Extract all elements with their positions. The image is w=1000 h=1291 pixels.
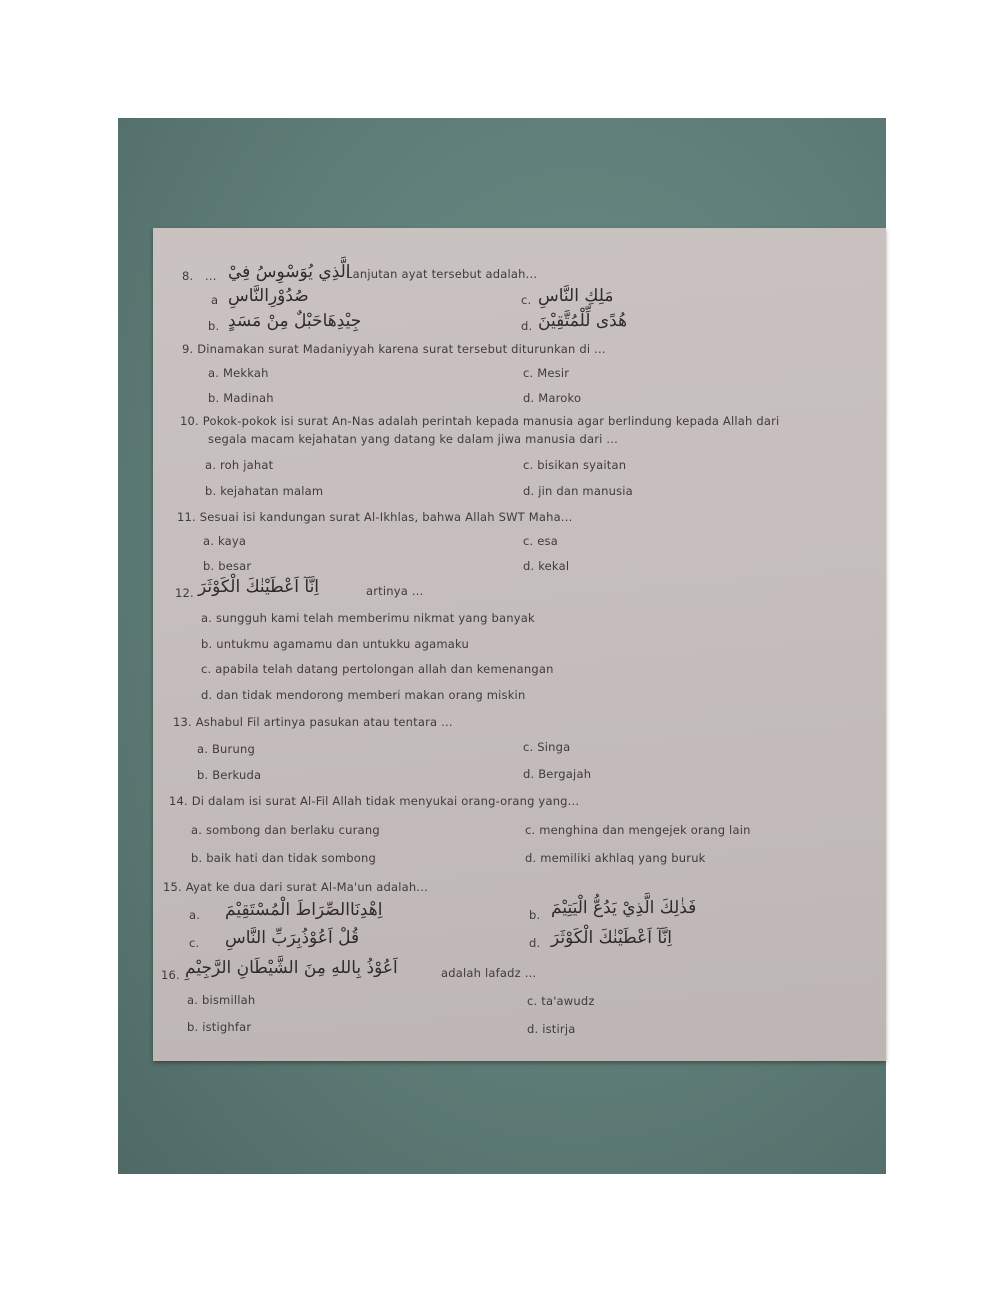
q12-option-b: b. untukmu agamamu dan untukku agamaku xyxy=(201,637,469,651)
q10-option-d: d. jin dan manusia xyxy=(523,484,633,498)
q8-option-c-label: c. xyxy=(521,293,532,307)
q15-option-c-label: c. xyxy=(189,936,200,950)
q8-option-b: جِيْدِهَاحَبْلٌ مِنْ مَسَدٍ xyxy=(228,311,362,331)
q14-option-b: b. baik hati dan tidak sombong xyxy=(191,851,376,865)
q16-arabic: اَعُوْذُ بِاللهِ مِنَ الشَّيْطَانِ الرَّجِيْمِ xyxy=(185,958,398,978)
q8-option-b-label: b. xyxy=(208,319,220,333)
q13-option-d: d. Bergajah xyxy=(523,767,592,781)
q11-option-d: d. kekal xyxy=(523,559,570,573)
q12-arabic: اِنَّآ اَعْطَيْنٰكَ الْكَوْثَرَ xyxy=(198,577,320,597)
q8-option-d-label: d. xyxy=(521,319,533,333)
q13-option-b: b. Berkuda xyxy=(197,768,262,782)
q15-text: 15. Ayat ke dua dari surat Al-Ma'un adalah... xyxy=(163,880,428,894)
q12-number: 12. xyxy=(175,586,194,600)
q12-text: artinya ... xyxy=(366,584,424,598)
q14-option-d: d. memiliki akhlaq yang buruk xyxy=(525,851,706,865)
q16-text: adalah lafadz ... xyxy=(441,966,537,980)
q8-arabic: الَّذِي يُوَسْوِسُ فِيْ xyxy=(228,262,351,282)
q9-option-d: d. Maroko xyxy=(523,391,582,405)
q8-text: Lanjutan ayat tersebut adalah... xyxy=(346,267,538,281)
q15-option-d: اِنَّآ اَعْطَيْنٰكَ الْكَوْثَرَ xyxy=(551,928,673,948)
q15-option-b-label: b. xyxy=(529,908,541,922)
q16-option-a: a. bismillah xyxy=(187,993,256,1007)
q16-option-c: c. ta'awudz xyxy=(527,994,595,1008)
q8-option-d: هُدًى لِّلْمُتَّقِيْنَ xyxy=(538,311,628,331)
q8-option-c: مَلِكِ النَّاسِ xyxy=(538,286,614,306)
q8-number: 8. xyxy=(182,269,194,283)
q14-option-a: a. sombong dan berlaku curang xyxy=(191,823,380,837)
q13-option-c: c. Singa xyxy=(523,740,571,754)
q11-option-b: b. besar xyxy=(203,559,252,573)
q15-option-b: فَذٰلِكَ الَّذِيْ يَدُعُّ الْيَتِيْمَ xyxy=(551,898,697,918)
q16-option-b: b. istighfar xyxy=(187,1020,252,1034)
exam-sheet xyxy=(153,228,886,1061)
q15-option-a-label: a. xyxy=(189,908,201,922)
q9-option-c: c. Mesir xyxy=(523,366,570,380)
q13-text: 13. Ashabul Fil artinya pasukan atau tentara ... xyxy=(173,715,453,729)
q10-text-line-1: 10. Pokok-pokok isi surat An-Nas adalah perintah kepada manusia agar berlindung kepada Allah dari xyxy=(180,414,780,428)
q14-text: 14. Di dalam isi surat Al-Fil Allah tidak menyukai orang-orang yang... xyxy=(169,794,580,808)
q10-text-line-2: segala macam kejahatan yang datang ke dalam jiwa manusia dari ... xyxy=(208,432,618,446)
q15-option-a: اِهْدِنَاالصِّرَاطَ الْمُسْتَقِيْمَ xyxy=(225,900,383,920)
q9-option-a: a. Mekkah xyxy=(208,366,269,380)
q16-option-d: d. istirja xyxy=(527,1022,576,1036)
q10-option-a: a. roh jahat xyxy=(205,458,274,472)
q11-option-a: a. kaya xyxy=(203,534,247,548)
q9-text: 9. Dinamakan surat Madaniyyah karena surat tersebut diturunkan di ... xyxy=(182,342,606,356)
q8-option-a: صُدُوْرِالنَّاسِ xyxy=(228,286,309,306)
q14-option-c: c. menghina dan mengejek orang lain xyxy=(525,823,751,837)
q13-option-a: a. Burung xyxy=(197,742,255,756)
q10-option-c: c. bisikan syaitan xyxy=(523,458,627,472)
q11-option-c: c. esa xyxy=(523,534,558,548)
q12-option-c: c. apabila telah datang pertolongan allah dan kemenangan xyxy=(201,662,554,676)
q16-number: 16. xyxy=(161,968,180,982)
q8-option-a-label: a xyxy=(211,293,219,307)
q15-option-c: قُلْ اَعُوْذُبِرَبِّ النَّاسِ xyxy=(225,928,360,948)
q15-option-d-label: d. xyxy=(529,936,541,950)
q12-option-d: d. dan tidak mendorong memberi makan orang miskin xyxy=(201,688,526,702)
q12-option-a: a. sungguh kami telah memberimu nikmat yang banyak xyxy=(201,611,535,625)
q8-ellipsis: ... xyxy=(205,269,217,283)
q10-option-b: b. kejahatan malam xyxy=(205,484,324,498)
q11-text: 11. Sesuai isi kandungan surat Al-Ikhlas, bahwa Allah SWT Maha... xyxy=(177,510,573,524)
q9-option-b: b. Madinah xyxy=(208,391,274,405)
